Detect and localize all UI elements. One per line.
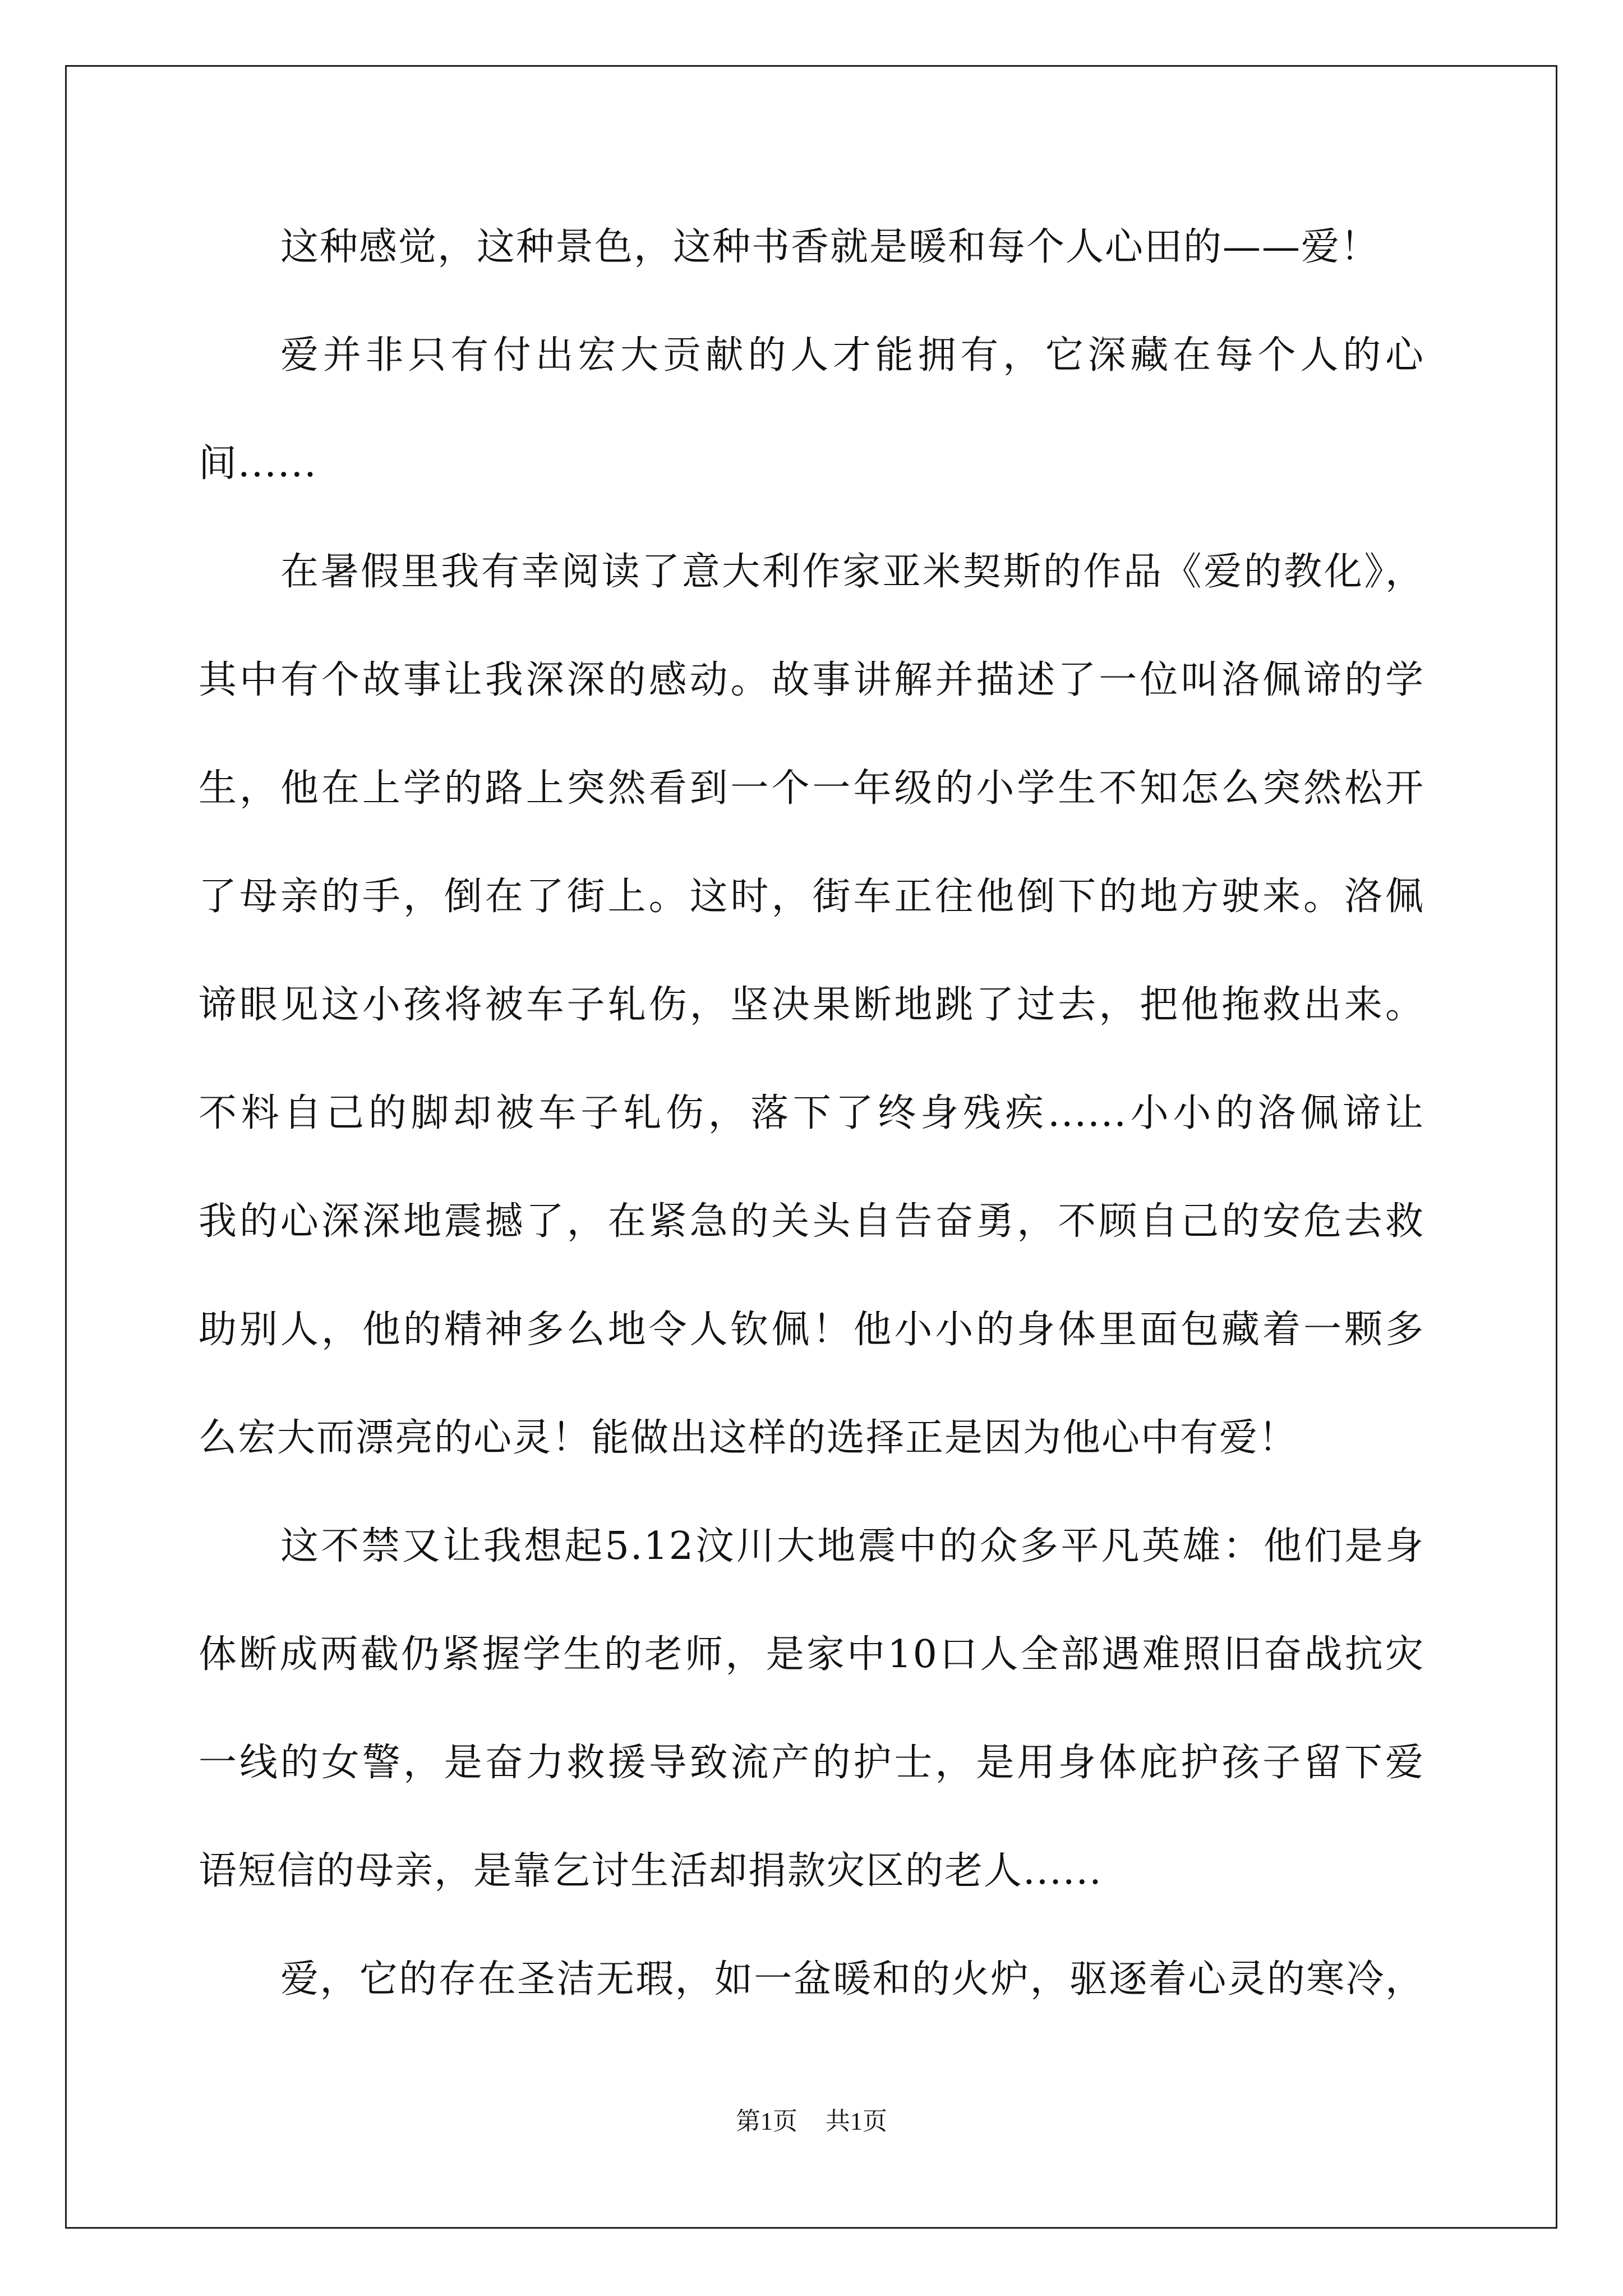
paragraph-line: 助别人，他的精神多么地令人钦佩！他小小的身体里面包藏着一颗多: [199, 1308, 1424, 1352]
paragraph-line: 爱并非只有付出宏大贡献的人才能拥有，它深藏在每个人的心: [280, 333, 1424, 378]
page-number: 第1页: [736, 2108, 797, 2135]
paragraph-line: 这种感觉，这种景色，这种书香就是暖和每个人心田的——爱！: [280, 225, 1380, 269]
paragraph-line: 么宏大而漂亮的心灵！能做出这样的选择正是因为他心中有爱！: [199, 1416, 1298, 1460]
paragraph-line: 谛眼见这小孩将被车子轧伤，坚决果断地跳了过去，把他拖救出来。: [199, 983, 1424, 1027]
paragraph-line: 生，他在上学的路上突然看到一个一年级的小学生不知怎么突然松开: [199, 766, 1424, 811]
page-border: [65, 65, 1557, 2229]
paragraph-line: 我的心深深地震撼了，在紧急的关头自告奋勇，不顾自己的安危去救: [199, 1199, 1424, 1244]
paragraph-line: 了母亲的手，倒在了街上。这时，街车正往他倒下的地方驶来。洛佩: [199, 875, 1424, 919]
paragraph-line: 爱，它的存在圣洁无瑕，如一盆暖和的火炉，驱逐着心灵的寒冷，: [280, 1957, 1424, 2001]
paragraph-line: 这不禁又让我想起5.12汶川大地震中的众多平凡英雄：他们是身: [280, 1524, 1424, 1568]
paragraph-line: 间......: [199, 441, 317, 486]
paragraph-line: 不料自己的脚却被车子轧伤，落下了终身残疾......小小的洛佩谛让: [199, 1091, 1424, 1135]
page-total: 共1页: [826, 2108, 887, 2135]
paragraph-line: 一线的女警，是奋力救援导致流产的护士，是用身体庇护孩子留下爱: [199, 1741, 1424, 1785]
paragraph-line: 其中有个故事让我深深的感动。故事讲解并描述了一位叫洛佩谛的学: [199, 658, 1424, 702]
paragraph-line: 在暑假里我有幸阅读了意大利作家亚米契斯的作品《爱的教化》，: [280, 550, 1424, 594]
page-footer: [0, 2105, 1623, 2138]
paragraph-line: 语短信的母亲，是靠乞讨生活却捐款灾区的老人......: [199, 1849, 1103, 1893]
paragraph-line: 体断成两截仍紧握学生的老师，是家中10口人全部遇难照旧奋战抗灾: [199, 1632, 1424, 1677]
